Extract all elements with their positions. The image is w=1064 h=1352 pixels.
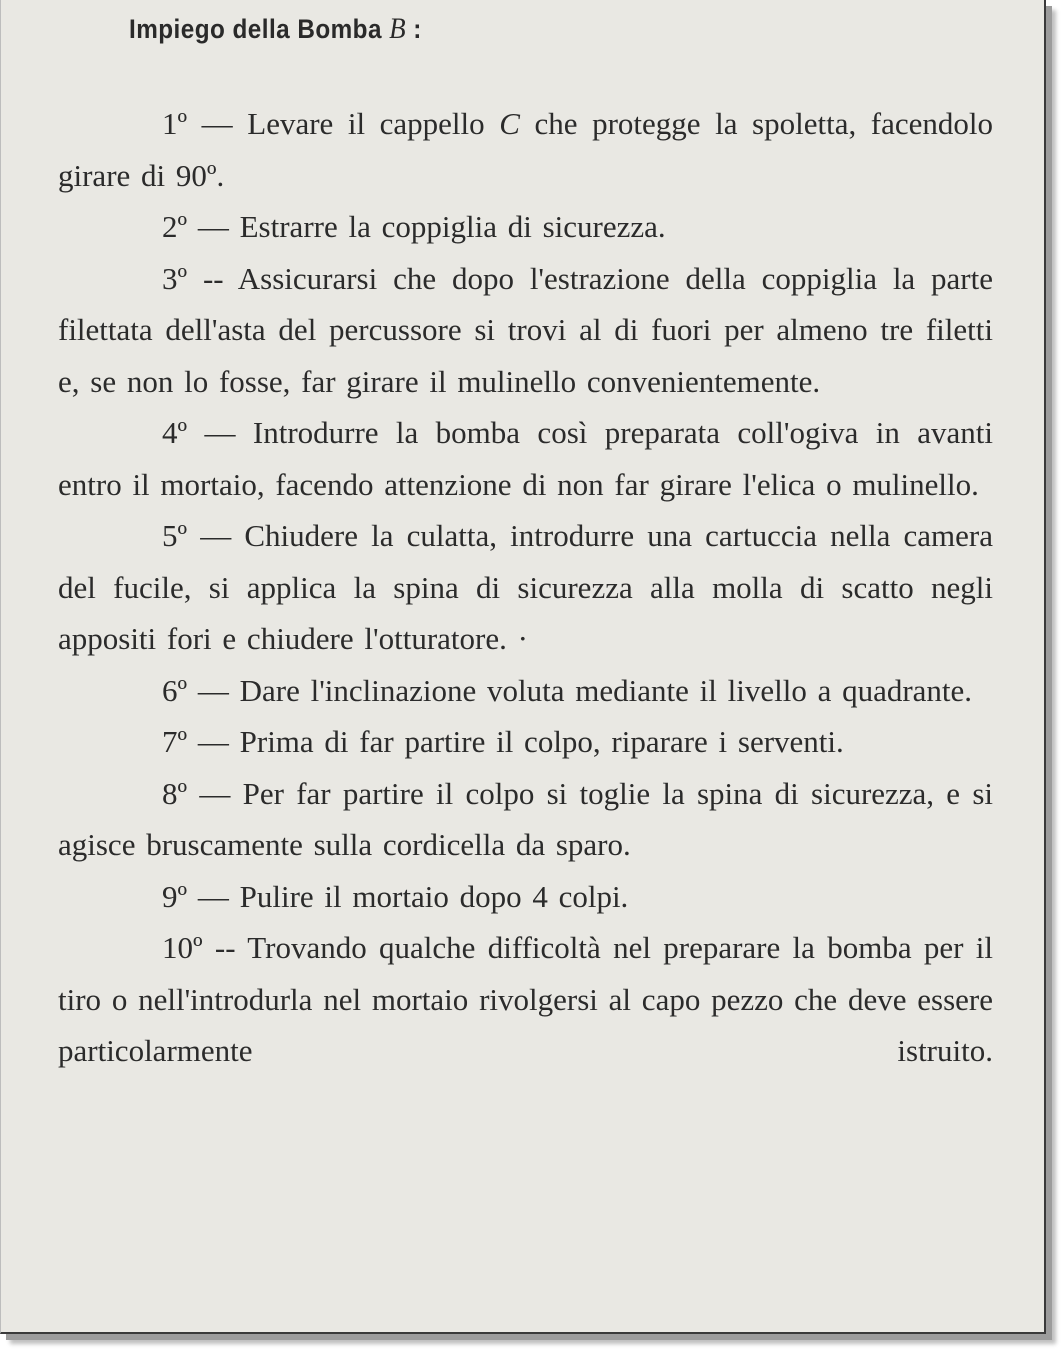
item-text: Prima di far partire il colpo, riparare i serventi. [228, 724, 844, 759]
list-item [58, 768, 993, 871]
section-heading [129, 12, 422, 46]
item-text: Assicurarsi che dopo l'estrazione della coppiglia la parte filettata dell'asta del percussore si trovi al di fuori per almeno tre filetti e, se non lo fosse, far girare il mulinello convenientemente. [58, 260, 993, 399]
item-number: 2º — [162, 209, 229, 244]
list-item [58, 510, 993, 665]
instruction-list [58, 98, 993, 1077]
list-item [58, 98, 993, 201]
item-number: 9º — [162, 878, 229, 914]
list-item [58, 201, 993, 253]
list-item [58, 871, 993, 923]
item-number: 8º — [162, 775, 231, 811]
item-number: 5º — [162, 518, 232, 553]
item-text: Levare il cappello [232, 106, 500, 141]
heading-text: Impiego della Bomba [129, 14, 382, 44]
item-number: 1º — [162, 106, 233, 141]
list-item [58, 922, 993, 1077]
list-item [58, 665, 993, 717]
item-text: Trovando qualche difficoltà nel preparare la bomba per il tiro o nell'introdurla nel mortaio rivolgersi al capo pezzo che deve essere particolarmente istruito. [58, 930, 993, 1068]
list-item [58, 407, 993, 510]
list-item [58, 253, 993, 408]
item-number: 4º — [162, 415, 236, 450]
item-number: 3º -- [162, 260, 224, 296]
item-text: Dare l'inclinazione voluta mediante il livello a quadrante. [228, 672, 973, 708]
item-text: Per far partire il colpo si toglie la spina di sicurezza, e si agisce bruscamente sulla cordicella da sparo. [58, 775, 993, 862]
item-number: 10º -- [162, 930, 236, 965]
item-text: Pulire il mortaio dopo 4 colpi. [228, 878, 629, 914]
item-text: Estrarre la coppiglia di sicurezza. [228, 209, 666, 244]
heading-variable: B [389, 12, 407, 45]
heading-suffix: : [406, 14, 422, 44]
item-number: 6º — [162, 672, 229, 708]
item-letter: C [499, 106, 520, 141]
list-item [58, 716, 993, 768]
item-text: Introdurre la bomba così preparata coll'ogiva in avanti entro il mortaio, facendo attenzione di non far girare l'elica o mulinello. [58, 415, 993, 502]
item-text: che protegge la spoletta, facendolo girare di 90º. [58, 106, 993, 193]
item-text: Chiudere la culatta, introdurre una cartuccia nella camera del fucile, si applica la spina di sicurezza alla molla di scatto negli appositi fori e chiudere l'otturatore. · [58, 518, 993, 656]
item-number: 7º — [162, 724, 229, 759]
